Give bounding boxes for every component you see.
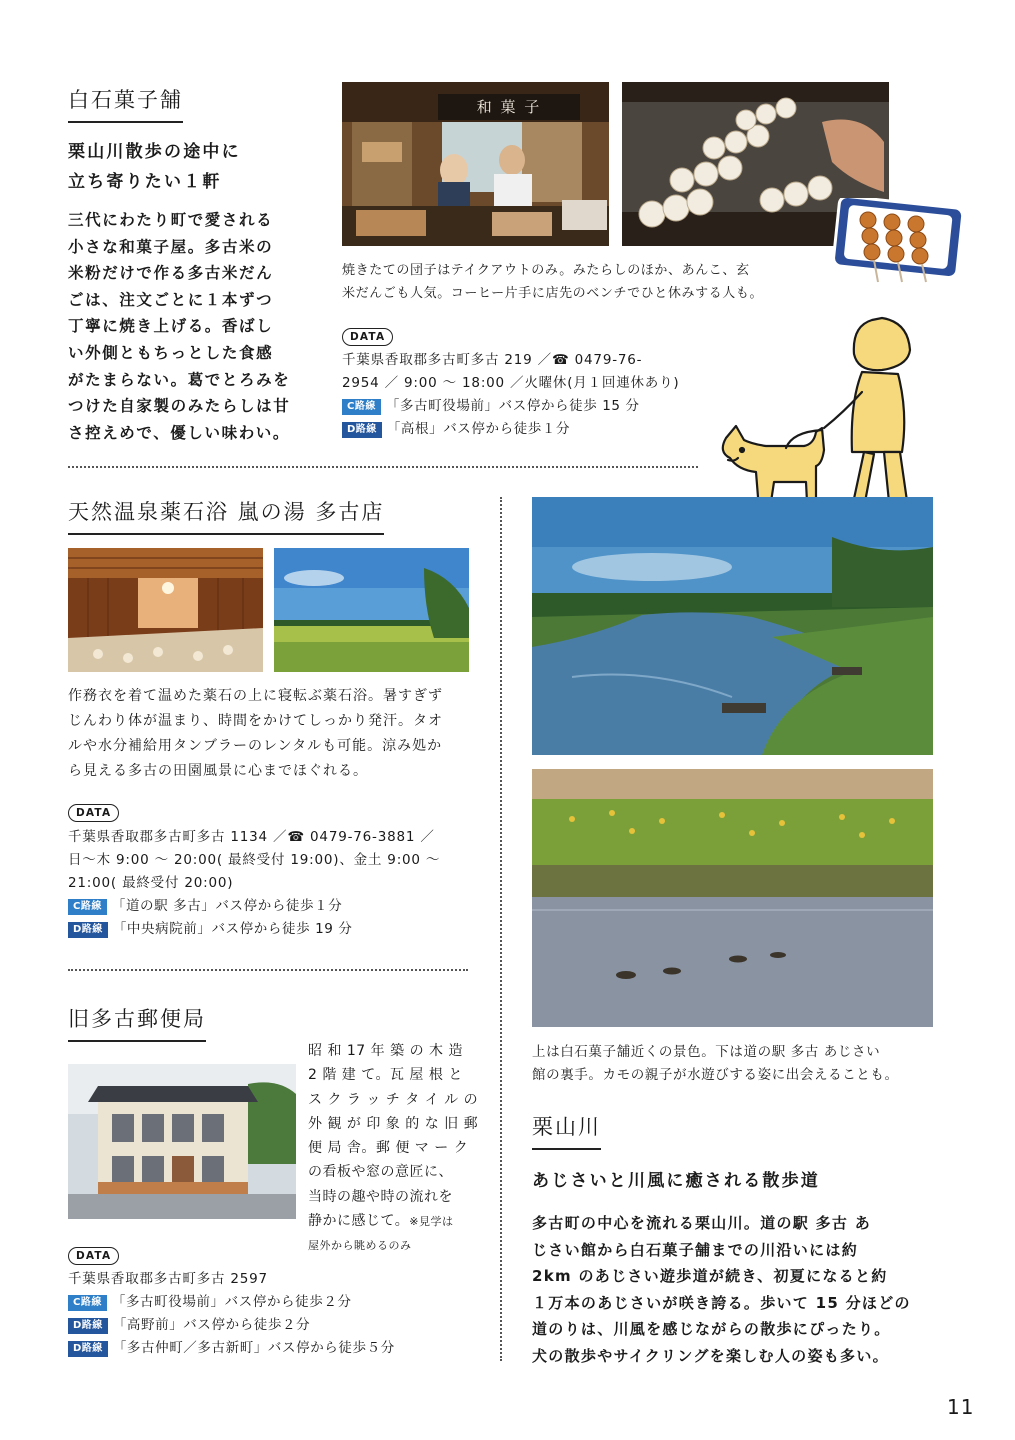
body-line: 米粉だけで作る多古米だん — [68, 264, 274, 283]
arashi-data — [68, 801, 119, 822]
body-line: 道のりは、川風を感じながらの散歩にぴったり。 — [532, 1320, 891, 1339]
mitarashi-plate — [832, 198, 964, 284]
body-line: 2 階 建 て。瓦 屋 根 と — [308, 1067, 463, 1084]
body-line: じさい館から白石菓子舗までの川沿いには約 — [532, 1240, 859, 1259]
kuriyama-body — [532, 1210, 911, 1370]
route-d-tag: D路線 — [68, 1318, 108, 1334]
body-line: 昭 和 17 年 築 の 木 造 — [308, 1043, 463, 1059]
body-line: 丁寧に焼き上げる。香ばし — [68, 317, 274, 336]
body-line: 三代にわたり町で愛される — [68, 211, 274, 229]
shiraishi-body — [68, 207, 328, 446]
arashi-title: 天然温泉薬石浴 嵐の湯 多古店 — [68, 496, 384, 535]
body-line-with-note — [308, 1209, 470, 1234]
route-c-line — [68, 1291, 395, 1314]
body-line: の看板や窓の意匠に、 — [308, 1164, 453, 1181]
data-line: 千葉県香取郡多古町多古 1134 ／☎ 0479-76-3881 ／ — [68, 829, 435, 845]
body-line: 小さな和菓子屋。多古米の — [68, 237, 274, 256]
note-line-1: ※見学は — [409, 1215, 454, 1229]
shiraishi-subtitle-line-1: 栗山川散歩の途中に — [68, 142, 241, 162]
body-line: １万本のあじさいが咲き誇る。歩いて 15 分ほどの — [532, 1293, 911, 1312]
body-line: ス ク ラ ッ チ タ イ ル の — [308, 1091, 479, 1108]
caption-line-1: 上は白石菓子舗近くの景色。下は道の駅 多古 あじさい — [532, 1044, 881, 1060]
route-d-line — [342, 418, 679, 441]
route-d-text: 「高根」バス停から徒歩１分 — [386, 421, 571, 437]
post-office-photo — [68, 1064, 296, 1219]
data-line: 日〜木 9:00 〜 20:00( 最終受付 19:00)、金土 9:00 〜 — [68, 852, 441, 868]
caption-line-2: 館の裏手。カモの親子が水遊びする姿に出会えることも。 — [532, 1067, 899, 1083]
route-d-text: 「中央病院前」バス停から徒歩 19 分 — [112, 921, 353, 937]
body-line: い外側ともちっとした食感 — [68, 343, 274, 362]
bath-interior-photo — [68, 548, 263, 672]
route-c-text: 「多古町役場前」バス停から徒歩 15 分 — [385, 398, 640, 414]
body-line: さ控えめで、優しい味わい。 — [68, 423, 290, 442]
shiraishi-data-text — [342, 349, 679, 441]
kuriyama-subtitle: あじさいと川風に癒される散歩道 — [532, 1171, 820, 1191]
route-c-tag: C路線 — [342, 399, 381, 415]
shop-photo — [342, 82, 609, 246]
arashi-data-text — [68, 826, 440, 941]
body-line: つけた自家製のみたらしは甘 — [68, 397, 291, 416]
post-office-data — [68, 1244, 119, 1265]
route-c-line — [68, 895, 440, 918]
page-number: 11 — [947, 1395, 975, 1419]
route-c-text: 「多古町役場前」バス停から徒歩２分 — [111, 1294, 352, 1310]
route-c-tag: C路線 — [68, 1295, 107, 1311]
body-line: 当時の趣や時の流れを — [308, 1188, 453, 1205]
body-line: ごは、注文ごとに１本ずつ — [68, 290, 274, 309]
river-photo-top — [532, 497, 933, 755]
shiraishi-subtitle-line-2: 立ち寄りたい１軒 — [68, 172, 222, 192]
arashi-body — [68, 684, 443, 784]
data-badge: DATA — [68, 804, 119, 822]
route-d-tag: D路線 — [68, 922, 108, 938]
route-d-tag: D路線 — [68, 1341, 108, 1357]
route-c-line — [342, 395, 679, 418]
route-c-text: 「道の駅 多古」バス停から徒歩１分 — [111, 898, 343, 914]
shop-sign: 和 菓 子 — [476, 98, 542, 116]
note-line-2: 屋外から眺めるのみ — [308, 1239, 412, 1253]
route-d-text: 「多古仲町／多古新町」バス停から徒歩５分 — [112, 1340, 395, 1356]
data-line: 21:00( 最終受付 20:00) — [68, 875, 234, 891]
route-d-line — [68, 1337, 395, 1360]
data-line: 千葉県香取郡多古町多古 2597 — [68, 1271, 268, 1287]
data-line: 2954 ／ 9:00 〜 18:00 ／火曜休(月１回連休あり) — [342, 375, 680, 391]
route-d-tag: D路線 — [342, 422, 382, 438]
data-badge: DATA — [68, 1247, 119, 1265]
route-c-tag: C路線 — [68, 899, 107, 915]
body-line: 多古町の中心を流れる栗山川。道の駅 多古 あ — [532, 1214, 872, 1232]
body-line: じんわり体が温まり、時間をかけてしっかり発汗。タオ — [68, 713, 443, 729]
data-line: 千葉県香取郡多古町多古 219 ／☎ 0479-76- — [342, 352, 643, 368]
river-photo-bottom — [532, 769, 933, 1027]
body-line: 2km のあじさい遊歩道が続き、初夏になると約 — [532, 1267, 888, 1286]
rice-field-photo — [274, 548, 469, 672]
body-line: ら見える多古の田園風景に心までほぐれる。 — [68, 763, 368, 779]
caption-line-1: 焼きたての団子はテイクアウトのみ。みたらしのほか、あんこ、玄 — [342, 263, 750, 278]
body-line: 犬の散歩やサイクリングを楽しむ人の姿も多い。 — [532, 1346, 889, 1365]
data-badge: DATA — [342, 328, 393, 346]
body-line: 作務衣を着て温めた薬石の上に寝転ぶ薬石浴。暑すぎず — [68, 688, 443, 704]
post-office-body — [308, 1039, 479, 1259]
body-line: 便 局 舎。郵 便 マ ー ク — [308, 1140, 469, 1157]
section-divider — [68, 466, 698, 468]
shiraishi-subtitle — [68, 137, 241, 197]
kuriyama-title: 栗山川 — [532, 1111, 601, 1150]
route-d-line — [68, 1314, 395, 1337]
shiraishi-caption — [342, 259, 763, 305]
body-line: 外 観 が 印 象 的 な 旧 郵 — [308, 1115, 479, 1132]
shiraishi-title: 白石菓子舗 — [68, 84, 183, 123]
column-divider — [500, 497, 502, 1361]
route-d-text: 「高野前」バス停から徒歩２分 — [112, 1317, 311, 1333]
body-line: がたまらない。葛でとろみを — [68, 370, 291, 389]
post-office-data-text — [68, 1268, 395, 1360]
caption-line-2: 米だんごも人気。コーヒー片手に店先のベンチでひと休みする人も。 — [342, 286, 764, 301]
shiraishi-data — [342, 325, 393, 346]
post-office-title: 旧多古郵便局 — [68, 1003, 206, 1042]
kuriyama-caption — [532, 1041, 899, 1087]
body-line: ルや水分補給用タンブラーのレンタルも可能。涼み処か — [68, 738, 443, 754]
body-line: 静かに感じて。 — [308, 1213, 410, 1230]
route-d-line — [68, 918, 440, 941]
section-divider — [68, 969, 468, 971]
